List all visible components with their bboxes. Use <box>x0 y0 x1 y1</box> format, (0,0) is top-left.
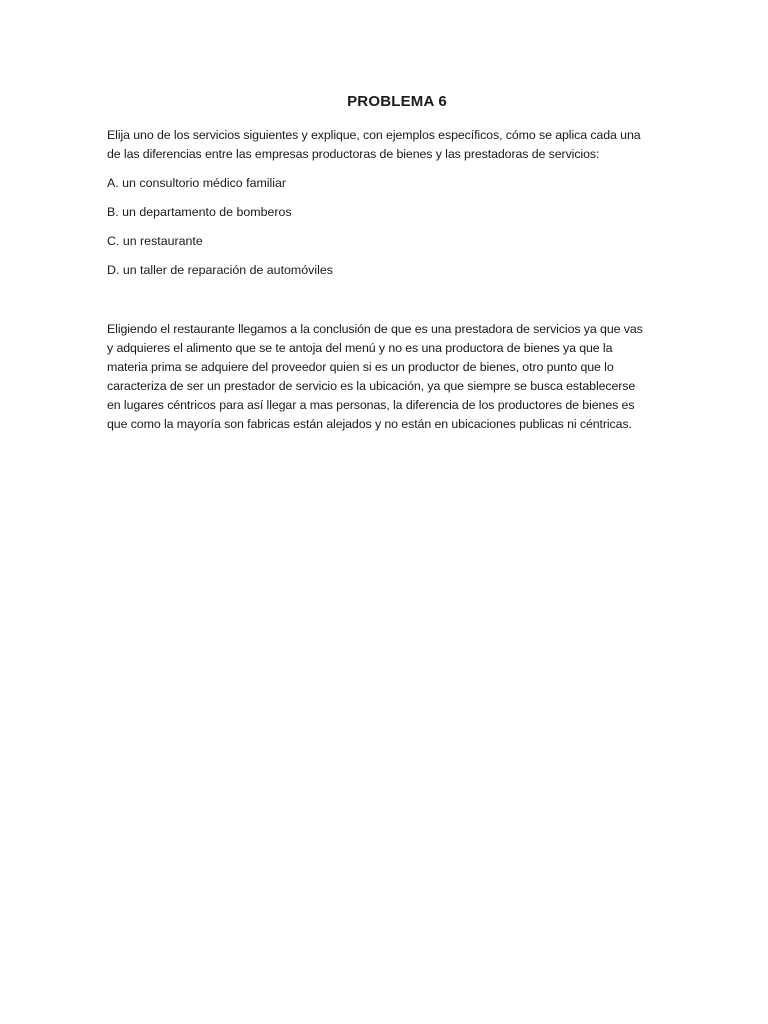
answer-line: que como la mayoría son fabricas están alejados y no están en ubicaciones publicas ni céntricas. <box>107 417 632 431</box>
question-line: Elija uno de los servicios siguientes y explique, con ejemplos específicos, cómo se aplica cada una <box>107 128 641 142</box>
answer-line: materia prima se adquiere del proveedor quien si es un productor de bienes, otro punto que lo <box>107 360 614 374</box>
answer-line: en lugares céntricos para así llegar a mas personas, la diferencia de los productores de bienes es <box>107 398 635 412</box>
option-item: B. un departamento de bomberos <box>107 205 292 219</box>
question-paragraph <box>107 126 667 164</box>
page-title: PROBLEMA 6 <box>347 93 447 110</box>
answer-line: y adquieres el alimento que se te antoja del menú y no es una productora de bienes ya que la <box>107 341 613 355</box>
document-content <box>107 92 667 434</box>
answer-line: caracteriza de ser un prestador de servicio es la ubicación, ya que siempre se busca establecerse <box>107 379 636 393</box>
options-list <box>107 174 667 280</box>
option-item: C. un restaurante <box>107 234 203 248</box>
answer-paragraph <box>107 320 667 434</box>
answer-line: Eligiendo el restaurante llegamos a la conclusión de que es una prestadora de servicios ya que vas <box>107 322 643 336</box>
option-item: A. un consultorio médico familiar <box>107 176 287 190</box>
question-line: de las diferencias entre las empresas productoras de bienes y las prestadoras de servicios: <box>107 147 600 161</box>
option-item: D. un taller de reparación de automóviles <box>107 263 333 277</box>
